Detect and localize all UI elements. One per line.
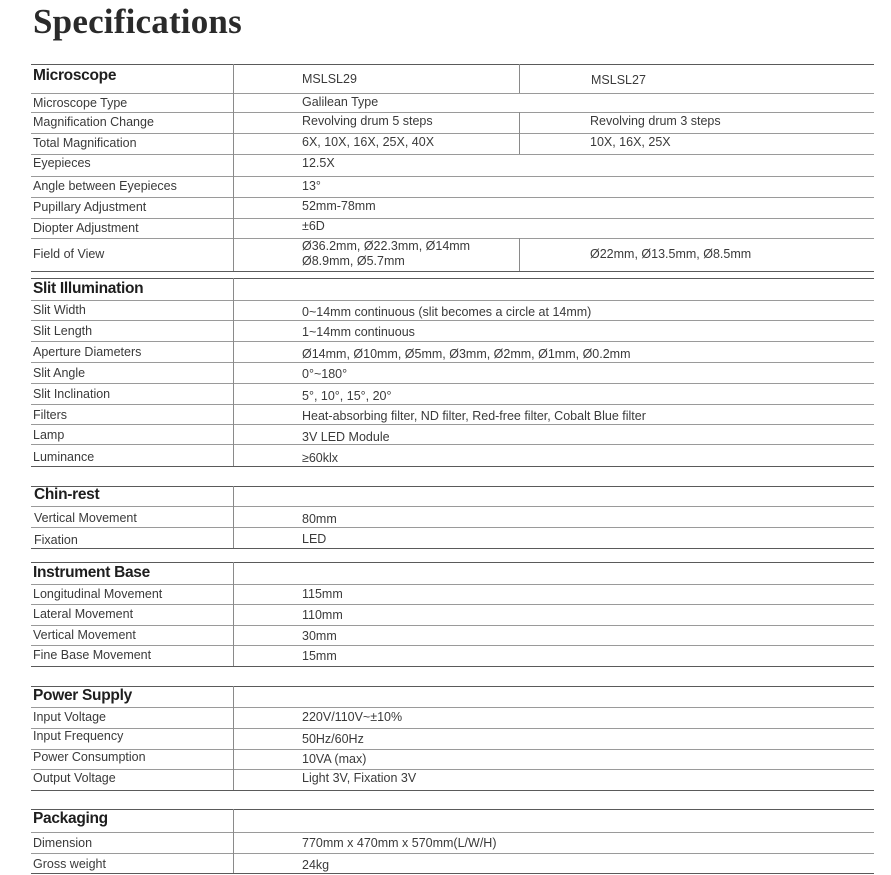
row-label: Power Consumption <box>33 750 146 764</box>
row-label: Dimension <box>33 836 93 850</box>
row-value-alt: Revolving drum 3 steps <box>590 114 721 128</box>
row-value: 770mm x 470mm x 570mm(L/W/H) <box>302 836 497 850</box>
row-label: Eyepieces <box>33 156 91 170</box>
row-label: Filters <box>33 408 68 422</box>
row-value: 0~14mm continuous (slit becomes a circle at 14mm) <box>302 305 592 319</box>
section-heading: Instrument Base <box>33 564 150 581</box>
row-value: Ø36.2mm, Ø22.3mm, Ø14mm <box>302 239 471 253</box>
row-value: 12.5X <box>302 156 335 170</box>
row-value: 6X, 10X, 16X, 25X, 40X <box>302 135 435 149</box>
row-label: Field of View <box>33 247 105 261</box>
row-label: Lateral Movement <box>33 607 134 621</box>
row-value: Heat-absorbing filter, ND filter, Red-free filter, Cobalt Blue filter <box>302 409 646 423</box>
row-value: ≥60klx <box>302 451 339 465</box>
row-value: 220V/110V~±10% <box>302 710 403 724</box>
page-title: Specifications <box>33 2 242 41</box>
row-label: Longitudinal Movement <box>33 587 163 601</box>
section-heading: Microscope <box>33 67 117 84</box>
section-heading: Power Supply <box>33 687 132 704</box>
section-chin-rest <box>31 486 874 550</box>
row-value: 5°, 10°, 15°, 20° <box>302 389 392 403</box>
row-label: Microscope Type <box>33 96 128 110</box>
row-label: Aperture Diameters <box>33 345 142 359</box>
row-label: Input Voltage <box>33 710 106 724</box>
row-label: Diopter Adjustment <box>33 221 139 235</box>
row-label: Total Magnification <box>33 136 137 150</box>
section-microscope <box>31 64 874 272</box>
row-value: Revolving drum 5 steps <box>302 114 433 128</box>
row-value-line2: Ø8.9mm, Ø5.7mm <box>302 254 405 268</box>
section-heading: Chin-rest <box>34 486 100 503</box>
section-packaging <box>31 809 874 875</box>
row-label: Pupillary Adjustment <box>33 200 147 214</box>
row-value: Galilean Type <box>302 95 379 109</box>
row-label: Magnification Change <box>33 115 154 129</box>
row-label: Slit Inclination <box>33 387 111 401</box>
model-name: MSLSL29 <box>302 72 357 86</box>
row-value: 13° <box>302 179 321 193</box>
row-value: LED <box>302 532 327 546</box>
row-value: 15mm <box>302 649 337 663</box>
row-value: Light 3V, Fixation 3V <box>302 771 417 785</box>
row-label: Fine Base Movement <box>33 648 152 662</box>
section-slit-illumination <box>31 278 874 468</box>
row-label: Slit Length <box>33 324 93 338</box>
row-label: Slit Width <box>33 303 86 317</box>
row-label: Fixation <box>34 533 78 547</box>
row-label: Output Voltage <box>33 771 116 785</box>
row-label: Luminance <box>33 450 95 464</box>
row-label: Input Frequency <box>33 729 124 743</box>
section-heading: Packaging <box>33 810 108 827</box>
model-name: MSLSL27 <box>591 73 646 87</box>
row-value: 3V LED Module <box>302 430 390 444</box>
row-label: Gross weight <box>33 857 106 871</box>
row-value-alt: Ø22mm, Ø13.5mm, Ø8.5mm <box>590 247 752 261</box>
row-value: 30mm <box>302 629 337 643</box>
row-label: Angle between Eyepieces <box>33 179 177 193</box>
row-label: Vertical Movement <box>33 628 136 642</box>
row-value: 24kg <box>302 858 330 872</box>
row-value: 52mm-78mm <box>302 199 376 213</box>
row-label: Lamp <box>33 428 65 442</box>
row-value: 110mm <box>302 608 343 622</box>
row-value: 0°~180° <box>302 367 348 381</box>
row-value: ±6D <box>302 219 325 233</box>
row-value-alt: 10X, 16X, 25X <box>590 135 671 149</box>
section-instrument-base <box>31 562 874 668</box>
section-power-supply <box>31 686 874 792</box>
row-label: Vertical Movement <box>34 511 137 525</box>
row-value: 115mm <box>302 587 343 601</box>
row-value: 10VA (max) <box>302 752 367 766</box>
section-heading: Slit Illumination <box>33 280 144 297</box>
row-value: 80mm <box>302 512 337 526</box>
row-value: Ø14mm, Ø10mm, Ø5mm, Ø3mm, Ø2mm, Ø1mm, Ø0.2mm <box>302 347 631 361</box>
row-value: 50Hz/60Hz <box>302 732 364 746</box>
row-value: 1~14mm continuous <box>302 325 415 339</box>
row-label: Slit Angle <box>33 366 86 380</box>
